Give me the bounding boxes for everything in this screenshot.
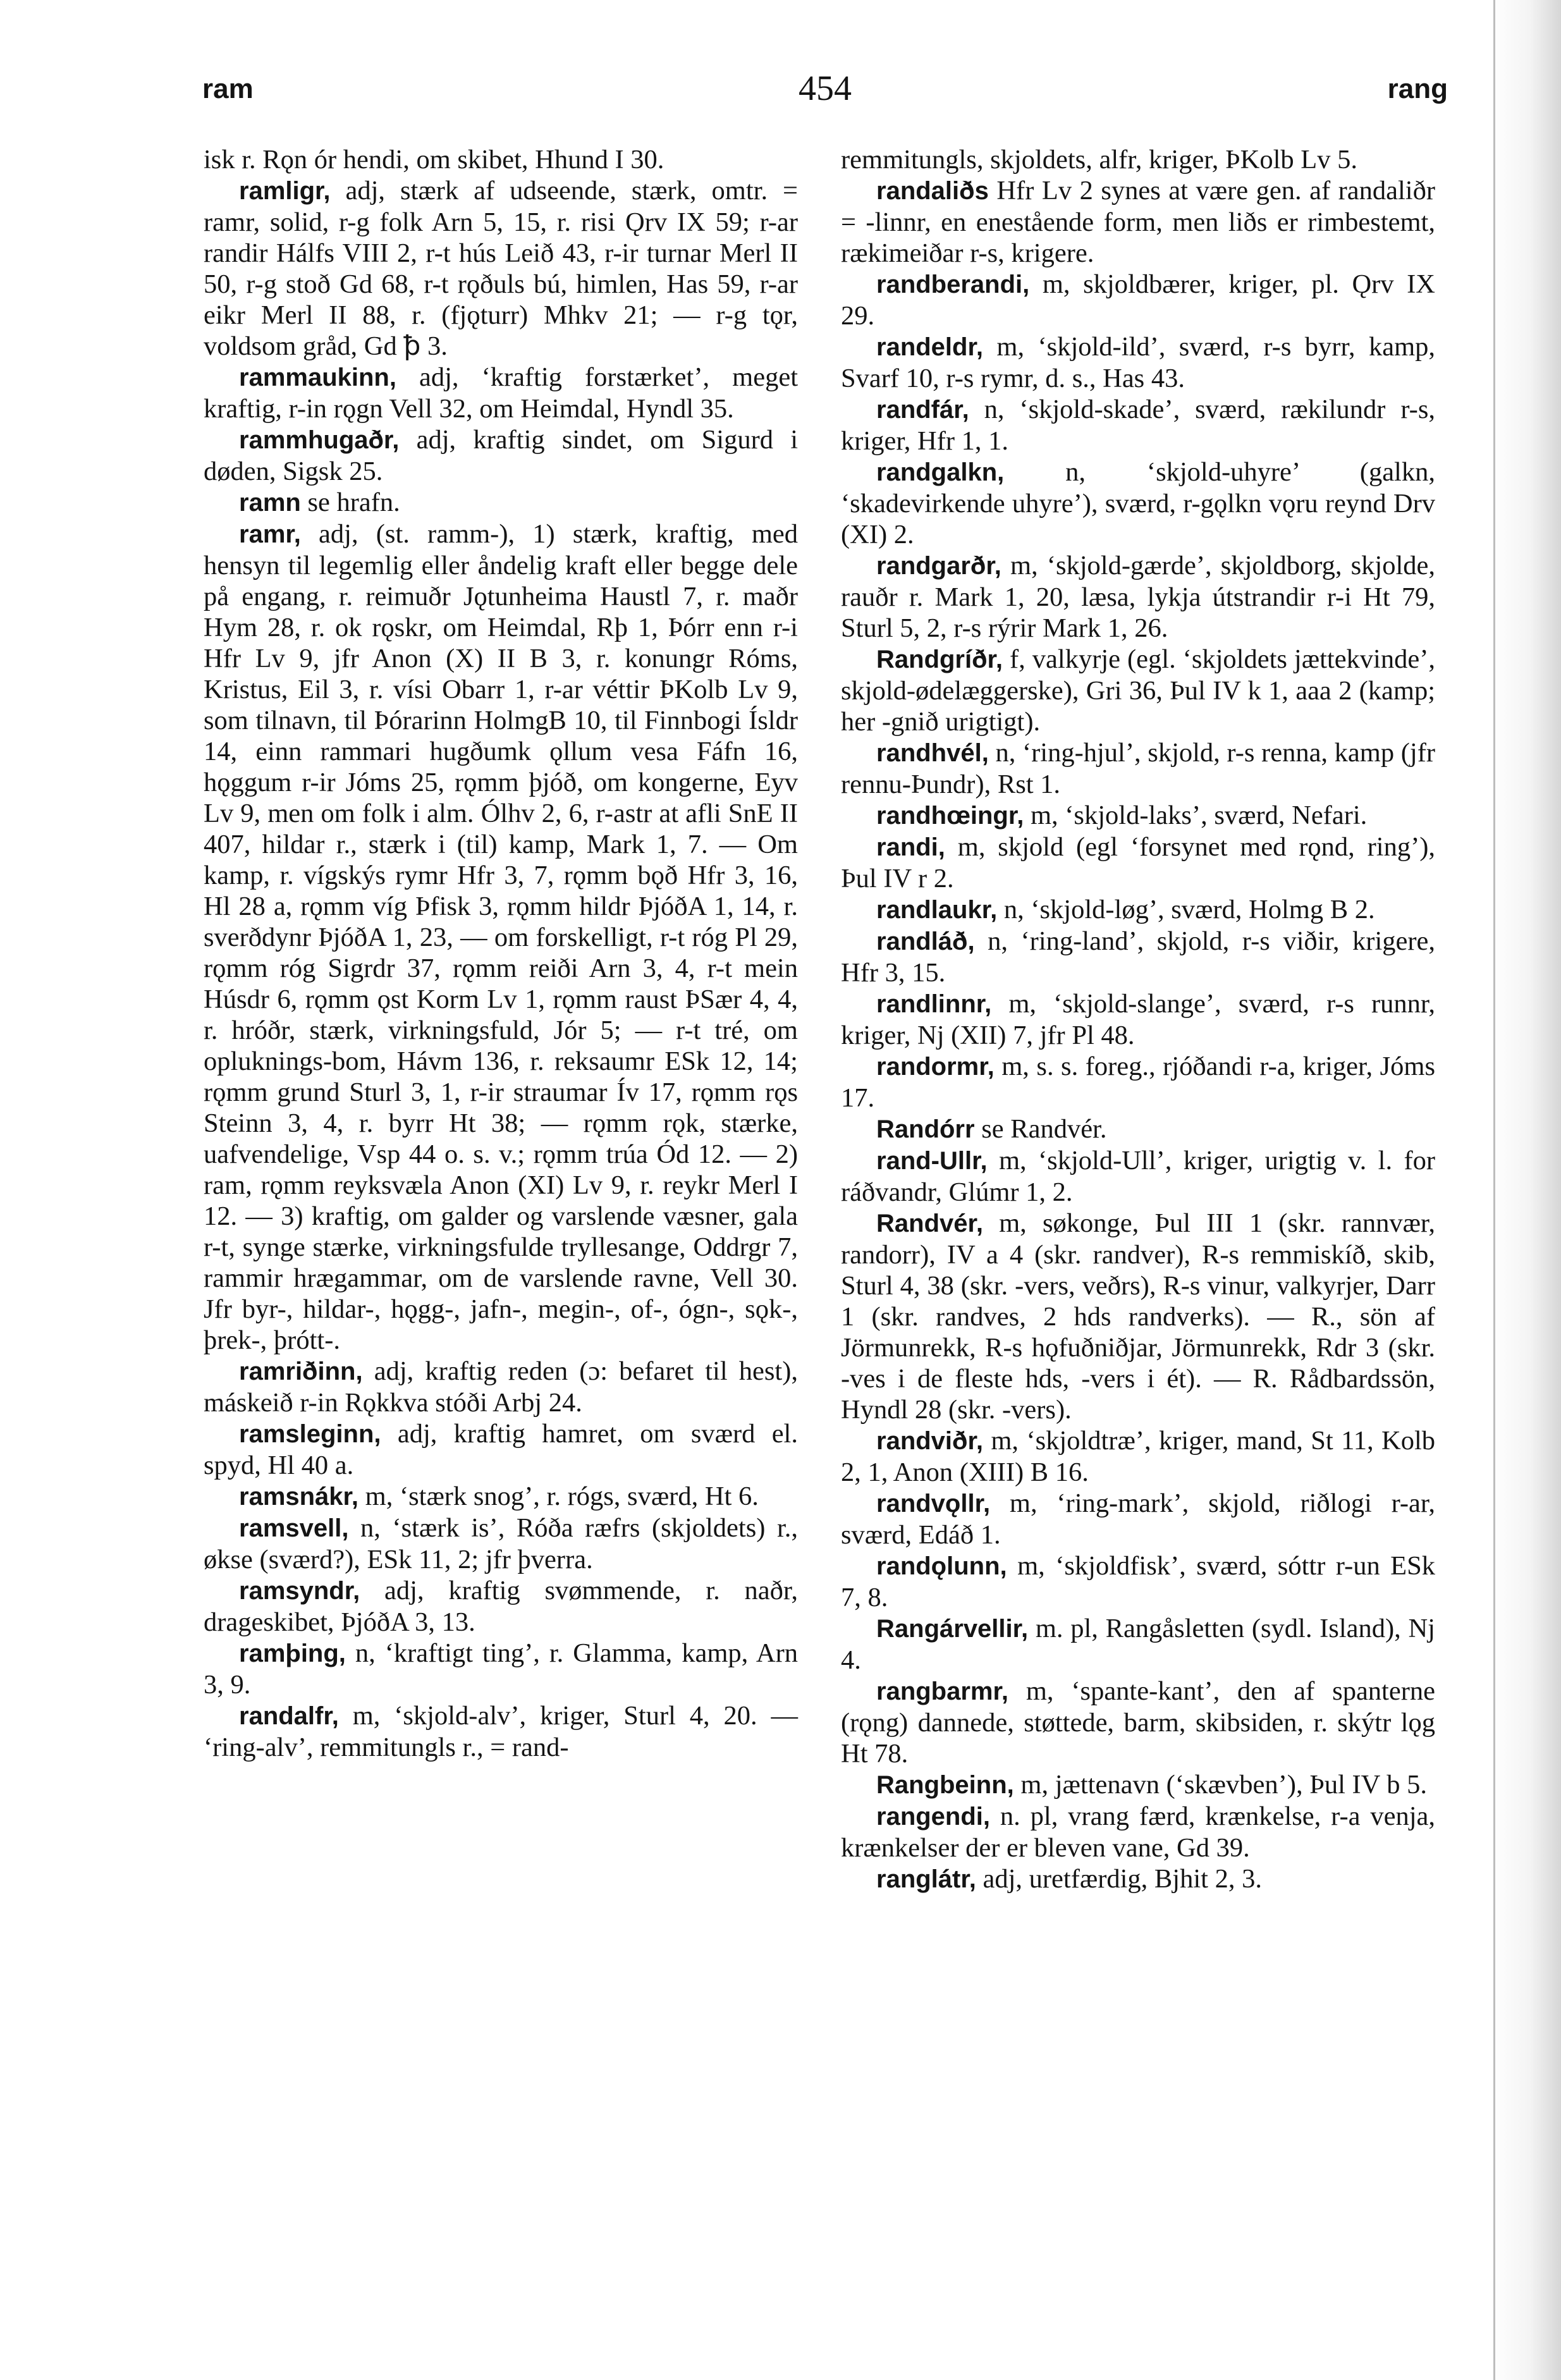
dictionary-entry [841, 144, 1435, 175]
right-column [841, 144, 1435, 1895]
entry-text: adj, kraftig hamret, om sværd el. spyd, Hl 40 a. [204, 1419, 798, 1480]
entry-headword: ramr, [239, 520, 301, 548]
entry-headword: randlaukr, [876, 896, 998, 924]
entry-headword: randalfr, [239, 1702, 339, 1730]
entry-headword: randgalkn, [876, 458, 1005, 486]
dictionary-entry [204, 175, 798, 362]
entry-text: m, ‘spante-kant’, den af spanterne (rǫng) dannede, støttede, barm, skibsiden, r. skýtr lǫg Ht 78. [841, 1676, 1435, 1769]
dictionary-entry [204, 518, 798, 1356]
entry-headword: Randgríðr, [876, 646, 1003, 673]
entry-text: m, ‘skjold-laks’, sværd, Nefari. [1030, 800, 1368, 830]
entry-headword: Randórr [876, 1115, 975, 1143]
entry-headword: ramn [239, 489, 301, 517]
dictionary-entry [841, 1769, 1435, 1801]
entry-headword: randláð, [876, 928, 975, 955]
dictionary-entry [204, 1575, 798, 1638]
entry-headword: ramriðinn, [239, 1358, 363, 1385]
page-edge-line [1493, 0, 1495, 2380]
entry-text: m, skjoldbærer, kriger, pl. Ǫrv IX 29. [841, 269, 1435, 331]
dictionary-entry [204, 1356, 798, 1418]
entry-text: adj, uretfærdig, Bjhit 2, 3. [983, 1864, 1262, 1894]
entry-headword: randvǫllr, [876, 1490, 991, 1518]
entry-text: n, ‘skjold-løg’, sværd, Holmg B 2. [1003, 895, 1375, 924]
right-running-headword: rang [1387, 73, 1448, 104]
dictionary-entry [841, 331, 1435, 394]
entry-text: adj, kraftig sindet, om Sigurd i døden, Sigsk 25. [204, 425, 798, 486]
entry-headword: rangendi, [876, 1803, 991, 1831]
entry-headword: ramsvell, [239, 1514, 349, 1542]
entry-text: adj, kraftig reden (ɔ: befaret til hest), máskeið r-in Rǫkkva stóði Arbj 24. [204, 1356, 798, 1418]
entry-text: n, ‘ring-land’, skjold, r-s viðir, krigere, Hfr 3, 15. [841, 926, 1436, 988]
dictionary-entry [841, 737, 1435, 800]
entry-headword: randgarðr, [876, 552, 1001, 580]
entry-text: m. pl, Rangåsletten (sydl. Island), Nj 4. [841, 1614, 1435, 1675]
page-header [202, 68, 1448, 113]
dictionary-entry [841, 988, 1435, 1051]
dictionary-entry [204, 362, 798, 424]
entry-headword: ramsnákr, [239, 1483, 359, 1511]
dictionary-entry [841, 1208, 1435, 1425]
dictionary-entry [204, 144, 798, 175]
entry-headword: randi, [876, 833, 945, 861]
entry-headword: randhvél, [876, 739, 989, 767]
entry-text: se Randvér. [981, 1114, 1107, 1144]
page-number: 454 [799, 69, 852, 108]
entry-headword: rammaukinn, [239, 364, 396, 391]
entry-headword: randhœingr, [876, 802, 1024, 830]
dictionary-entry [204, 1418, 798, 1481]
entry-headword: randormr, [876, 1053, 995, 1081]
dictionary-entry [841, 831, 1435, 894]
entry-text: m, skjold (egl ‘forsynet med rǫnd, ring’), Þul IV r 2. [841, 832, 1436, 893]
dictionary-entry [841, 1113, 1435, 1145]
entry-text: m, ‘skjoldfisk’, sværd, sóttr r-un ESk 7, 8. [841, 1551, 1436, 1612]
entry-text: adj, kraftig svømmende, r. naðr, drageskibet, ÞjóðA 3, 13. [204, 1576, 798, 1637]
dictionary-entry [204, 1638, 798, 1700]
dictionary-entry [841, 269, 1435, 331]
dictionary-entry [841, 550, 1435, 644]
dictionary-entry [204, 1481, 798, 1512]
entry-headword: ramsleginn, [239, 1420, 381, 1448]
entry-text: m, s. s. foreg., rjóðandi r-a, kriger, Jóms 17. [841, 1052, 1435, 1113]
entry-headword: ramsyndr, [239, 1577, 360, 1605]
entry-text: m, ‘skjold-slange’, sværd, r-s runnr, kriger, Nj (XII) 7, jfr Pl 48. [841, 989, 1435, 1050]
entry-text: remmitungls, skjoldets, alfr, kriger, ÞKolb Lv 5. [841, 145, 1357, 175]
entry-text: m, søkonge, Þul III 1 (skr. rannvær, randorr), IV a 4 (skr. randver), R-s remmiskíð, skib, Sturl 4, 38 (skr. -vers, veðrs), R-s vinur, valkyrjer, Darr 1 (skr. randves, 2 hds randverks). — R., sön af Jörmunrekk, R-s hǫfuðniðjar, Jörmunrekk, Rdr 3 (skr. -ves i de fleste hds, -vers i ét). — R. Rådbardssön, Hyndl 28 (skr. -vers). [841, 1208, 1435, 1425]
entry-headword: randberandi, [876, 271, 1030, 298]
entry-headword: ramþing, [239, 1640, 346, 1667]
dictionary-entry [841, 1801, 1435, 1863]
entry-text: n, ‘ring-hjul’, skjold, r-s renna, kamp (jfr rennu-Þundr), Rst 1. [841, 738, 1435, 799]
dictionary-entry [841, 800, 1435, 831]
entry-headword: randeldr, [876, 333, 983, 361]
entry-headword: rand-Ullr, [876, 1147, 988, 1175]
entry-headword: Rangbeinn, [876, 1771, 1014, 1799]
entry-text: f, valkyrje (egl. ‘skjoldets jættekvinde’, skjold-ødelæggerske), Gri 36, Þul IV k 1, aaa 2 (kamp; her -gnið urigtigt). [841, 644, 1436, 737]
entry-headword: rammhugaðr, [239, 426, 400, 454]
entry-text: m, ‘skjold-gærde’, skjoldborg, skjolde, rauðr r. Mark 1, 20, læsa, lykja útstrandir r-i Ht 79, Sturl 5, 2, r-s rýrir Mark 1, 26. [841, 551, 1435, 643]
entry-text: adj, stærk af udseende, stærk, omtr. = ramr, solid, r-g folk Arn 5, 15, r. risi Ǫrv IX 59; r-ar randir Hálfs VIII 2, r-t hús Leið 43, r-ir turnar Merl II 50, r-g stoð Gd 68, r-t rǫðuls bú, himlen, Has 59, r-ar eikr Merl II 88, r. (fjǫturr) Mhkv 21; — r-g tǫr, voldsom gråd, Gd ꝥ 3. [204, 176, 799, 361]
entry-text: Hfr Lv 2 synes at være gen. af randaliðr = -linnr, en enestående form, men liðs er rimbestemt, rækimeiðar r-s, krigere. [841, 176, 1436, 268]
dictionary-entry [841, 926, 1435, 988]
entry-headword: ranglátr, [876, 1865, 976, 1893]
dictionary-entry [841, 1676, 1435, 1769]
entry-text: m, jættenavn (‘skævben’), Þul IV b 5. [1020, 1770, 1427, 1800]
dictionary-entry [204, 1700, 798, 1763]
dictionary-entry [841, 394, 1435, 457]
entry-text: isk r. Rǫn ór hendi, om skibet, Hhund I 30. [204, 145, 664, 175]
entry-text: m, ‘ring-mark’, skjold, riðlogi r-ar, sværd, Edáð 1. [841, 1488, 1435, 1550]
entry-headword: randlinnr, [876, 990, 992, 1018]
page-edge-shadow [1491, 0, 1561, 2380]
entry-headword: randǫlunn, [876, 1552, 1007, 1580]
entry-text: m, ‘skjold-ild’, sværd, r-s byrr, kamp, Svarf 10, r-s rymr, d. s., Has 43. [841, 332, 1435, 393]
entry-headword: ramligr, [239, 177, 331, 205]
entry-headword: randviðr, [876, 1427, 983, 1455]
dictionary-entry [841, 457, 1435, 550]
entry-text: m, ‘skjold-Ull’, kriger, urigtig v. l. for ráðvandr, Glúmr 1, 2. [841, 1146, 1436, 1207]
dictionary-entry [841, 175, 1435, 269]
dictionary-entry [841, 1425, 1435, 1488]
entry-text: m, ‘stærk snog’, r. rógs, sværd, Ht 6. [365, 1481, 759, 1511]
entry-text: n, ‘skjold-uhyre’ (galkn, ‘skadevirkende uhyre’), sværd, r-gǫlkn vǫru reynd Drv (XI) 2. [841, 457, 1435, 549]
dictionary-entry [841, 1613, 1435, 1676]
entry-text: n. pl, vrang færd, krænkelse, r-a venja, krænkelser der er bleven vane, Gd 39. [841, 1801, 1436, 1863]
entry-text: n, ‘skjold-skade’, sværd, rækilundr r-s, kriger, Hfr 1, 1. [841, 395, 1435, 456]
entry-text: se hrafn. [307, 488, 400, 517]
dictionary-entry [841, 1863, 1435, 1895]
entry-headword: Rangárvellir, [876, 1615, 1029, 1643]
entry-text: adj, ‘kraftig forstærket’, meget kraftig, r-in rǫgn Vell 32, om Heimdal, Hyndl 35. [204, 362, 798, 424]
dictionary-entry [204, 487, 798, 518]
entry-headword: rangbarmr, [876, 1678, 1008, 1705]
entry-text: m, ‘skjold-alv’, kriger, Sturl 4, 20. — ‘ring-alv’, remmitungls r., = rand- [204, 1701, 798, 1762]
dictionary-entry [841, 644, 1435, 737]
dictionary-entry [841, 1051, 1435, 1113]
dictionary-entry [841, 1145, 1435, 1208]
entry-text: adj, (st. ramm-), 1) stærk, kraftig, med hensyn til legemlig eller åndelig kraft eller begge dele på engang, r. reimuðr Jǫtunheima Haustl 7, r. maðr Hym 28, r. ok rǫskr, om Heimdal, Rþ 1, Þórr enn r-i Hfr Lv 9, jfr Anon (X) II B 3, r. konungr Róms, Kristus, Eil 3, r. vísi Obarr 1, r-ar véttir ÞKolb Lv 9, som tilnavn, til Þórarinn HolmgB 10, til Finnbogi Ísldr 14, einn rammari hugðumk ǫllum vesa Fáfn 16, hǫggum r-ir Jóms 25, rǫmm þjóð, om kongerne, Eyv Lv 9, men om folk i alm. Ólhv 2, 6, r-astr at afli SnE II 407, hildar r., stærk i (til) kamp, Mark 1, 7. — Om kamp, r. vígskýs rymr Hfr 3, 7, rǫmm bǫð Hfr 3, 16, Hl 28 a, rǫmm víg Þfisk 3, rǫmm hildr ÞjóðA 1, 14, r. sverðdynr ÞjóðA 1, 23, — om forskelligt, r-t róg Pl 29, rǫmm róg Sigrdr 37, rǫmm reiði Arn 3, 4, r-t mein Húsdr 6, rǫmm ǫst Korm Lv 1, rǫmm raust ÞSær 4, 4, r. hróðr, stærk, virkningsfuld, Jór 5; — r-t tré, om opluknings-bom, Hávm 136, r. reksaumr ESk 12, 14; rǫmm grund Sturl 3, 1, r-ir straumar Ív 17, rǫmm rǫs Steinn 3, 4, r. byrr Ht 38; — rǫmm rǫk, stærke, uafvendelige, Vsp 44 o. s. v.; rǫmm trúa Ód 12. — 2) ram, rǫmm reyksvæla Anon (XI) Lv 9, r. reykr Merl I 12. — 3) kraftig, om galder og varslende væsner, gala r-t, synge stærke, virkningsfulde tryllesange, Oddrgr 7, rammir hrægammar, om de varslende ravne, Vell 30. Jfr byr-, hildar-, hǫgg-, jafn-, megin-, of-, ógn-, sǫk-, þrek-, þrótt-. [204, 519, 798, 1355]
dictionary-entry [204, 1512, 798, 1575]
dictionary-entry [841, 1550, 1435, 1613]
entry-text: n, ‘stærk is’, Róða ræfrs (skjoldets) r., økse (sværd?), ESk 11, 2; jfr þverra. [204, 1513, 799, 1574]
entry-text: m, ‘skjoldtræ’, kriger, mand, St 11, Kolb 2, 1, Anon (XIII) B 16. [841, 1426, 1436, 1487]
entry-text: n, ‘kraftigt ting’, r. Glamma, kamp, Arn 3, 9. [204, 1638, 798, 1700]
left-running-headword: ram [202, 73, 254, 104]
entry-headword: randaliðs [876, 177, 989, 205]
dictionary-entry [841, 894, 1435, 926]
entry-headword: randfár, [876, 396, 969, 424]
left-column [204, 144, 798, 1763]
entry-headword: Randvér, [876, 1210, 983, 1237]
dictionary-entry [841, 1488, 1435, 1550]
dictionary-entry [204, 424, 798, 487]
